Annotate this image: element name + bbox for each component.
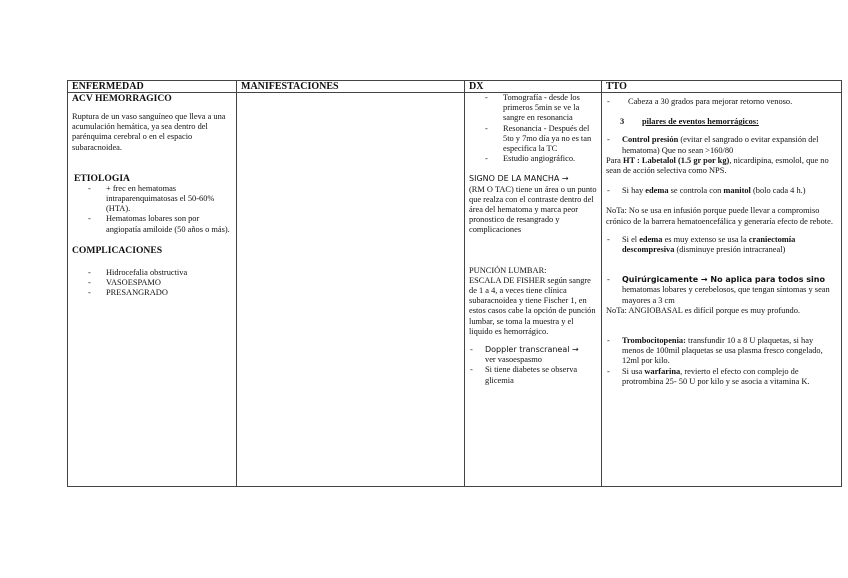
edema2-suffix: (disminuye presión intracraneal) (674, 245, 786, 255)
pilares-title: pilares de eventos hemorrágicos: (642, 117, 759, 127)
edema2-bold: edema (639, 234, 663, 244)
etiologia-title: ETIOLOGIA (74, 172, 130, 184)
doppler-list (469, 345, 597, 386)
list-item: - Si tiene diabetes se observa glicemia (469, 365, 597, 385)
list-item: - Estudio angiográfico. (485, 154, 597, 164)
edema-prefix: Si hay (622, 186, 646, 196)
quir-text: hematomas lobares y cerebelosos, que tengan síntomas y sean mayores a 3 cm (622, 285, 830, 305)
complicaciones-list (72, 268, 232, 299)
list-item: - VASOESPAMO (88, 278, 232, 288)
edema-mid: se controla con (668, 186, 724, 196)
list-item (606, 367, 837, 387)
list-item (606, 186, 837, 196)
etiologia-list (72, 184, 232, 235)
pilares-line (606, 117, 837, 127)
para-ht-prefix: Para (606, 155, 623, 165)
list-item: - PRESANGRADO (88, 288, 232, 298)
tto-list-5 (606, 275, 837, 306)
control-text: (evitar el sangrado o evitar expansión del hematoma) Que no sean >160/80 (622, 135, 819, 155)
trombo-bold: Trombocitopenia: (622, 336, 686, 346)
doppler-text: ver vasoespasmo (485, 355, 542, 365)
para-ht-bold: HT : Labetalol (1.5 gr por kg) (622, 155, 730, 165)
list-item: - Hematomas lobares son por angiopatía amiloide (50 años o más). (88, 214, 232, 234)
quir-title: Quirúrgicamente → No aplica para todos sino (622, 275, 825, 285)
complicaciones-title: COMPLICACIONES (72, 244, 163, 256)
craniectomia-bold: craniectomía descompresiva (622, 234, 796, 255)
warf-bold: warfarina (644, 366, 681, 376)
disease-table (67, 80, 842, 487)
document-page (67, 80, 841, 487)
list-item: - Hidrocefalia obstructiva (88, 268, 232, 278)
signo-title: SIGNO DE LA MANCHA → (469, 174, 569, 184)
warf-text: , revierto el efecto con complejo de protrombina 25- 50 U por kilo y se asocia a vitamina K. (622, 366, 810, 386)
cell-tto (602, 93, 842, 487)
tto-list-1 (606, 97, 837, 107)
para-ht-text: , nicardipina, esmolol, que no sean de acción selectiva como NPS. (606, 155, 829, 176)
cell-manifestaciones (237, 93, 465, 487)
nota-2: NoTa: ANGIOBASAL es difícil porque es muy profundo. (606, 305, 801, 315)
cell-dx (465, 93, 602, 487)
nota-1: NoTa: No se usa en infusión porque puede llevar a compromiso crónico de la barrera hematoencefálica y generaría efecto de rebote. (606, 206, 833, 226)
tto-list-3 (606, 186, 837, 196)
pilares-number: 3 (620, 117, 625, 127)
list-item: - Cabeza a 30 grados para mejorar retorno venoso. (606, 97, 837, 107)
dx-list (469, 93, 597, 164)
header-manifestaciones: MANIFESTACIONES (237, 81, 465, 93)
puncion-title: PUNCIÓN LUMBAR: (469, 265, 547, 275)
header-tto: TTO (602, 81, 842, 93)
control-bold: Control presión (622, 135, 679, 145)
manitol-bold: manitol (723, 186, 751, 196)
tto-list-4 (606, 235, 837, 255)
signo-text: (RM O TAC) tiene un área o un punto que realza con el contraste dentro del área del hematoma y marca peor pronostico de resangrado y complicaciones (469, 184, 597, 235)
warf-prefix: Si usa (622, 366, 645, 376)
disease-definition: Ruptura de un vaso sanguíneo que lleva a una acumulación hemática, ya sea dentro del parénquima cerebral o en el espacio subaracnoidea. (72, 112, 226, 152)
header-row (68, 81, 842, 93)
header-enfermedad: ENFERMEDAD (68, 81, 237, 93)
list-item (606, 336, 837, 367)
list-item: - Resonancia - Después del 5to y 7mo día ya no es tan especifica la TC (485, 124, 597, 155)
list-item: - + frec en hematomas intraparenquimatosas el 50-60% (HTA). (88, 184, 232, 215)
table-row (68, 93, 842, 487)
tto-list-6 (606, 336, 837, 387)
doppler-title: Doppler transcraneal → (485, 345, 579, 355)
edema2-mid: es muy extenso se usa la (662, 234, 749, 244)
list-item: - Tomografía - desde los primeros 5min se ve la sangre en resonancia (485, 93, 597, 124)
disease-title: ACV HEMORRAGICO (72, 93, 172, 104)
tto-list-2 (606, 135, 837, 155)
edema-suffix: (bolo cada 4 h.) (750, 186, 806, 196)
list-item (469, 345, 597, 365)
trombo-text: transfundir 10 a 8 U plaquetas, si hay menos de 100mil plaquetas se usa plasma fresco congelado, 12ml por kilo. (622, 336, 823, 366)
list-item (606, 235, 837, 255)
puncion-text: ESCALA DE FISHER según sangre de 1 a 4, a veces tiene clínica subaracnoidea y tiene Fischer 1, en estos casos cabe la opción de punción lumbar, se toma la muestra y el liquido es hemorrágico. (469, 275, 596, 336)
edema-bold: edema (645, 186, 669, 196)
edema2-prefix: Si el (622, 234, 640, 244)
list-item (606, 275, 837, 306)
para-ht-line (606, 156, 837, 176)
header-dx: DX (465, 81, 602, 93)
list-item (606, 135, 837, 155)
cell-enfermedad (68, 93, 237, 487)
